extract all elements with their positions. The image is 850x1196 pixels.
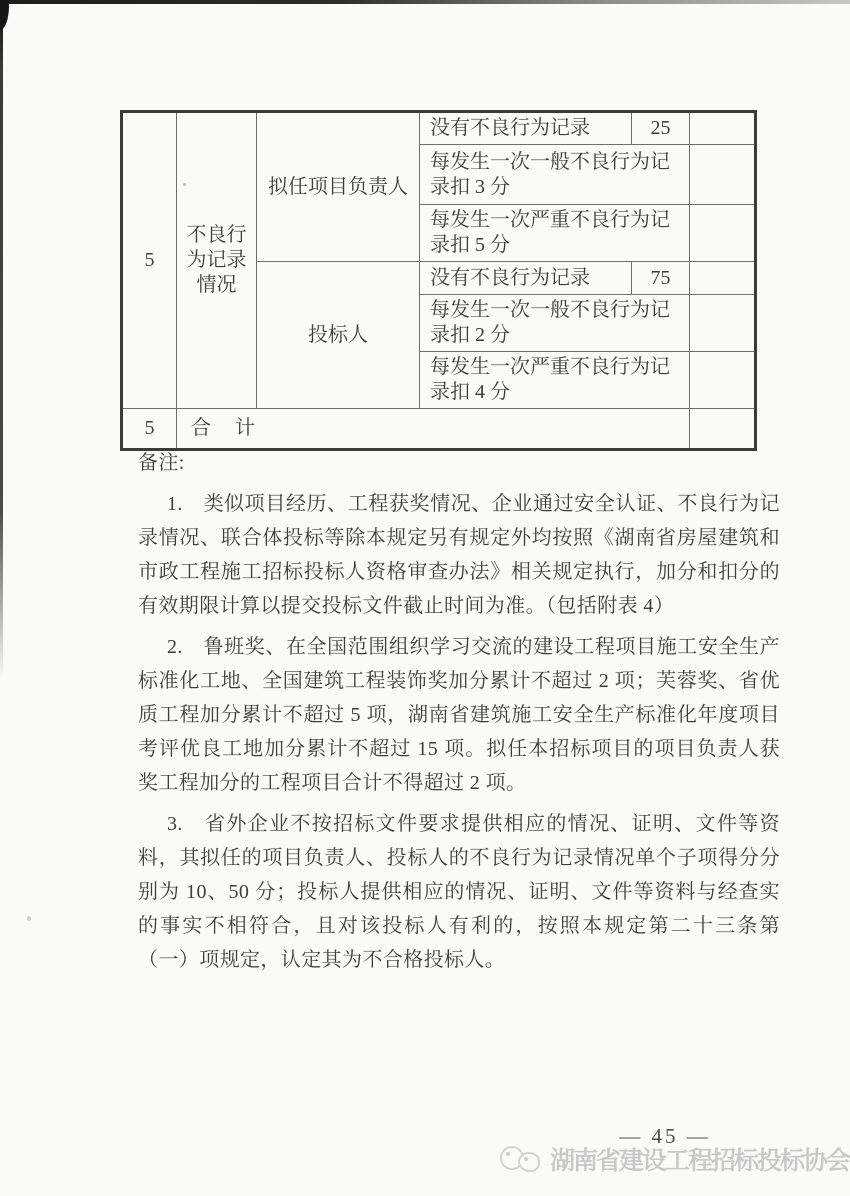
total-label-cell: 合 计 bbox=[177, 409, 690, 450]
score-cell: 25 bbox=[632, 112, 690, 145]
scan-speck bbox=[27, 916, 31, 921]
note-item-3: 3. 省外企业不按招标文件要求提供相应的情况、证明、文件等资料，其拟任的项目负责人、投标人的不良行为记录情况单个子项得分分别为 10、50 分；投标人提供相应的情况、证明、文件等资料与经查实的事实不相符合，且对该投标人有利的，按照本规定第二十三条第（一）项规定，认定其为不合格投标人。 bbox=[138, 813, 780, 971]
table-total-row bbox=[122, 409, 756, 450]
criteria-cell: 每发生一次严重不良行为记录扣 4 分 bbox=[420, 352, 690, 409]
evaluation-score-table bbox=[120, 110, 757, 451]
total-row-number-cell: 5 bbox=[122, 409, 177, 450]
scan-top-edge bbox=[0, 0, 850, 4]
note-item-1: 1. 类似项目经历、工程获奖情况、企业通过安全认证、不良行为记录情况、联合体投标等除本规定另有规定外均按照《湖南省房屋建筑和市政工程施工招标投标人资格审查办法》相关规定执行，加分和扣分的有效期限计算以提交投标文件截止时间为准。（包括附表 4） bbox=[138, 493, 780, 617]
notes-title: 备注: bbox=[138, 452, 185, 474]
association-emblem-icon bbox=[498, 1140, 546, 1178]
empty-score-cell bbox=[690, 262, 756, 295]
page-number: — 45 — bbox=[619, 1124, 711, 1148]
subject-cell-project-leader: 拟任项目负责人 bbox=[257, 112, 420, 262]
footer-watermark bbox=[498, 1140, 849, 1178]
criteria-cell: 没有不良行为记录 bbox=[420, 262, 632, 295]
criteria-cell: 每发生一次严重不良行为记录扣 5 分 bbox=[420, 205, 690, 262]
note-item-2: 2. 鲁班奖、在全国范围组织学习交流的建设工程项目施工安全生产标准化工地、全国建筑工程装饰奖加分累计不超过 2 项；芙蓉奖、省优质工程加分累计不超过 5 项，湖南省建筑施工安全生产标准化年度项目考评优良工地加分累计不超过 15 项。拟任本招标项目的项目负责人获奖工程加分的工程项目合计不得超过 2 项。 bbox=[138, 636, 780, 794]
empty-score-cell bbox=[690, 205, 756, 262]
table-row bbox=[122, 112, 756, 145]
score-cell: 75 bbox=[632, 262, 690, 295]
empty-score-cell bbox=[690, 409, 756, 450]
category-cell: 不良行为记录情况 bbox=[177, 112, 257, 409]
empty-score-cell bbox=[690, 112, 756, 145]
scan-left-edge bbox=[0, 0, 3, 680]
criteria-cell: 没有不良行为记录 bbox=[420, 112, 632, 145]
empty-score-cell bbox=[690, 352, 756, 409]
row-number-cell: 5 bbox=[122, 112, 177, 409]
criteria-cell: 每发生一次一般不良行为记录扣 3 分 bbox=[420, 145, 690, 205]
scan-corner-artifact bbox=[0, 0, 9, 30]
empty-score-cell bbox=[690, 145, 756, 205]
subject-cell-bidder: 投标人 bbox=[257, 262, 420, 409]
association-name: 湖南省建设工程招标投标协会 bbox=[550, 1147, 850, 1175]
empty-score-cell bbox=[690, 295, 756, 352]
criteria-cell: 每发生一次一般不良行为记录扣 2 分 bbox=[420, 295, 690, 352]
notes-section bbox=[138, 446, 780, 977]
